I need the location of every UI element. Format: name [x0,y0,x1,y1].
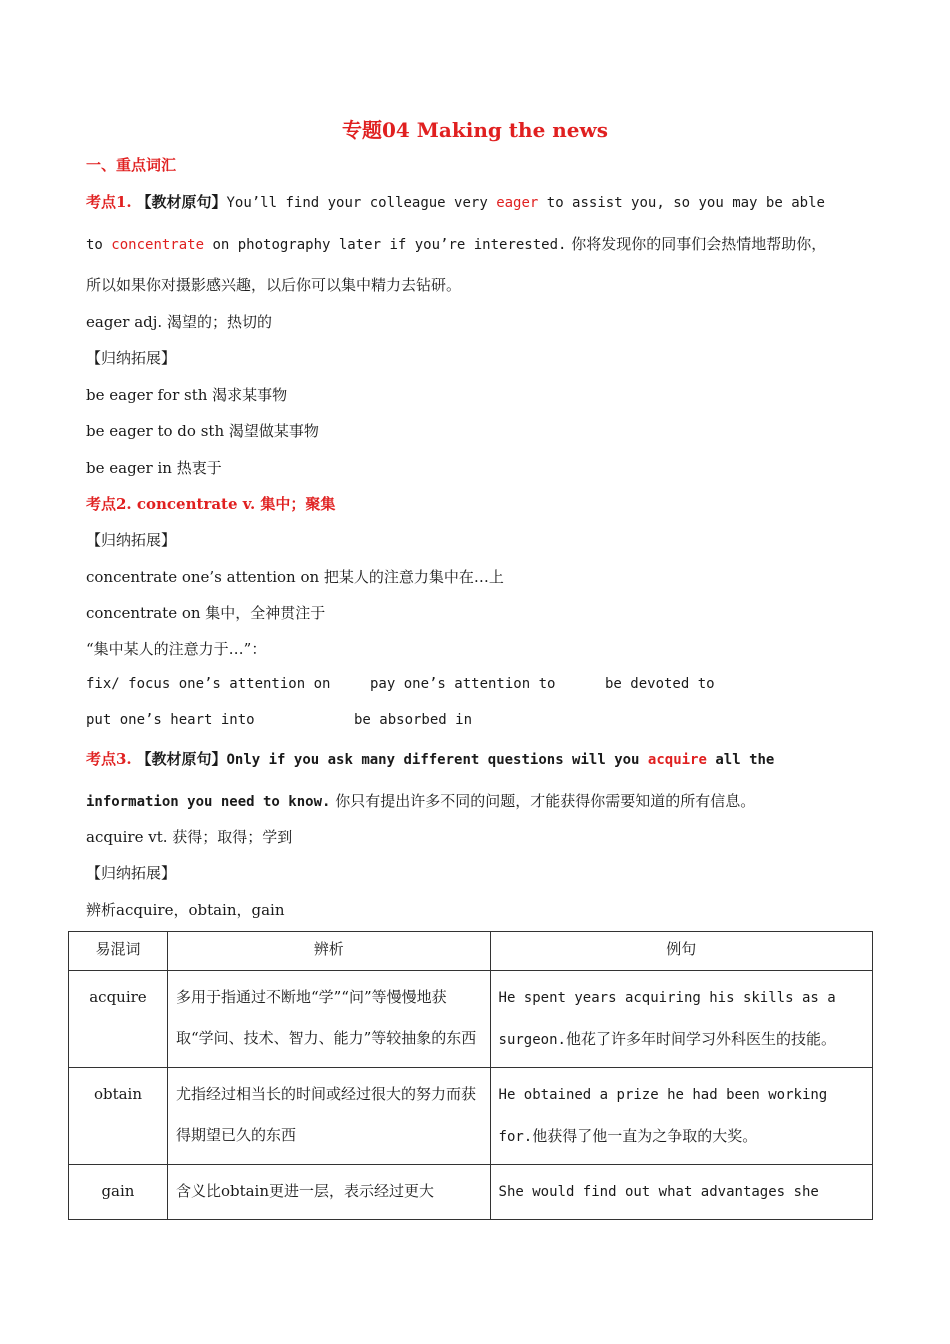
table-row [69,1068,873,1165]
kp3-sentence-line1 [86,748,870,769]
page-title: 专题04 Making the news [341,118,609,142]
kp1-definition: eager adj. 渴望的；热切的 [86,313,272,331]
example-en: He spent years acquiring his skills as a surgeon. [498,990,836,1048]
kp1-translation-a: 你将发现你的同事们会热情地帮助你， [566,235,827,253]
kp3-ext-label: 【归纳拓展】 [86,864,177,882]
kp1-highlight-concentrate: concentrate [111,237,205,253]
table-header-word: 易混词 [69,932,168,971]
kp1-text-d: on photography later if you’re interested. [204,237,567,253]
kp1-ext-label: 【归纳拓展】 [86,349,177,367]
kp1-text-c: to [86,237,112,253]
example-en: She would find out what advantages she [498,1184,819,1200]
table-cell-analysis: 多用于指通过不断地“学”“问”等慢慢地获取“学问、技术、智力、能力”等较抽象的东西 [167,971,490,1068]
kp3-label: 考点3. [86,750,132,768]
kp2-phrases-row1 [86,676,870,692]
kp3-text-c: information you need to know. [86,794,331,810]
table-cell-analysis: 含义比obtain更进一层，表示经过更大 [167,1165,490,1220]
kp1-text-b: to assist you, so you may be able [538,195,825,211]
kp1-ext-3: be eager in 热衷于 [86,459,222,477]
example-cn: 他获得了他一直为之争取的大奖。 [532,1127,758,1145]
kp1-ext-2: be eager to do sth 渴望做某事物 [86,422,319,440]
kp1-sentence-line2 [86,233,870,254]
table-cell-example [490,1068,872,1165]
kp2-ext-1: concentrate one’s attention on 把某人的注意力集中在…上 [86,568,504,586]
table-cell-word: obtain [69,1068,168,1165]
example-en: He obtained a prize he had been working for. [498,1087,828,1145]
kp2-phrases-row2 [86,712,870,728]
kp1-tag: 【教材原句】 [136,193,227,211]
kp1-label: 考点1. [86,193,132,211]
table-row [69,971,873,1068]
kp2-ext-label: 【归纳拓展】 [86,531,177,549]
kp3-sentence-line2 [86,790,870,811]
kp3-highlight-acquire: acquire [647,752,707,768]
kp2-phrase-5: be absorbed in [354,712,473,728]
kp1-text-a: You’ll find your colleague very [226,195,497,211]
kp2-heading: 考点2. concentrate v. 集中；聚集 [86,495,336,513]
section-heading: 一、重点词汇 [86,156,177,174]
kp1-highlight-eager: eager [496,195,539,211]
table-row [69,1165,873,1220]
table-header-analysis: 辨析 [167,932,490,971]
table-header-example: 例句 [490,932,872,971]
kp3-text-b: all the [706,752,775,768]
kp3-tag: 【教材原句】 [136,750,227,768]
kp2-phrase-1: fix/ focus one’s attention on [86,676,331,692]
comparison-table [68,931,873,1220]
table-cell-example [490,971,872,1068]
kp1-ext-1: be eager for sth 渴求某事物 [86,386,288,404]
table-cell-word: gain [69,1165,168,1220]
kp2-ext-2: concentrate on 集中，全神贯注于 [86,604,326,622]
kp2-phrase-2: pay one’s attention to [370,676,556,692]
kp1-sentence-line1 [86,191,870,212]
table-cell-example [490,1165,872,1220]
table-header-row [69,932,873,971]
kp3-text-a: Only if you ask many different questions will you [226,752,648,768]
kp3-compare-title: 辨析acquire，obtain，gain [86,901,285,919]
kp1-translation-b: 所以如果你对摄影感兴趣，以后你可以集中精力去钻研。 [86,276,462,294]
example-cn: 他花了许多年时间学习外科医生的技能。 [565,1030,836,1048]
kp2-phrase-4: put one’s heart into [86,712,255,728]
kp2-phrase-3: be devoted to [605,676,715,692]
kp3-translation: 你只有提出许多不同的问题，才能获得你需要知道的所有信息。 [330,792,756,810]
kp2-ext-3: “集中某人的注意力于…”： [86,640,267,658]
table-cell-analysis: 尤指经过相当长的时间或经过很大的努力而获得期望已久的东西 [167,1068,490,1165]
table-cell-word: acquire [69,971,168,1068]
kp3-definition: acquire vt. 获得；取得；学到 [86,828,293,846]
